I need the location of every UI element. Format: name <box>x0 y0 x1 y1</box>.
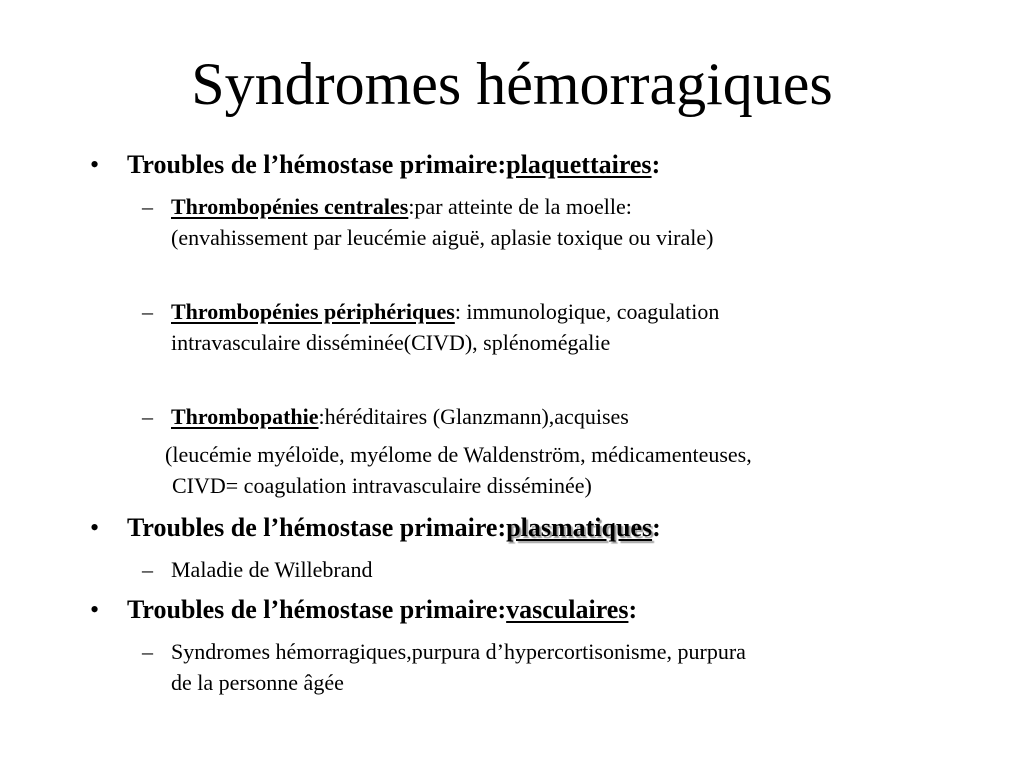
bullet-suffix: : <box>652 513 661 542</box>
subitem-line2: de la personne âgée <box>171 670 344 695</box>
subitem-text <box>171 554 941 585</box>
bullet-text <box>127 513 661 543</box>
sub-marker: – <box>142 299 153 324</box>
subitem-continuation <box>165 439 955 501</box>
bullet-text <box>127 150 660 180</box>
bullet-suffix: : <box>628 595 638 624</box>
bullet-prefix: Troubles de l’hémostase primaire: <box>127 595 507 624</box>
subitem-term: Thrombopénies périphériques <box>171 299 455 324</box>
subitem-term: Thrombopathie <box>171 404 319 429</box>
bullet-marker: • <box>90 513 100 542</box>
subitem-text <box>171 296 941 358</box>
subitem-detail: :héréditaires (Glanzmann),acquises <box>318 404 629 429</box>
continuation-line1: (leucémie myéloïde, myélome de Waldenström, médicamenteuses, <box>165 442 752 467</box>
bullet-emphasis: plasmatiques <box>506 513 653 542</box>
bullet-prefix: Troubles de l’hémostase primaire: <box>127 513 507 542</box>
subitem-line2: intravasculaire disséminée(CIVD), splénomégalie <box>171 330 611 355</box>
subitem-term: Thrombopénies centrales <box>171 194 409 219</box>
subitem-detail: : immunologique, coagulation <box>454 299 720 324</box>
bullet-emphasis: vasculaires <box>506 595 629 624</box>
subitem-text <box>171 636 941 698</box>
sub-marker: – <box>142 557 153 582</box>
continuation-line2: CIVD= coagulation intravasculaire disséminée) <box>172 473 592 498</box>
slide-title: Syndromes hémorragiques <box>191 51 833 117</box>
bullet-emphasis: plaquettaires <box>506 150 652 179</box>
sub-marker: – <box>142 194 153 219</box>
bullet-marker: • <box>90 150 100 179</box>
subitem-line2: (envahissement par leucémie aiguë, aplasie toxique ou virale) <box>171 225 714 250</box>
bullet-prefix: Troubles de l’hémostase primaire: <box>127 150 507 179</box>
sub-marker: – <box>142 404 153 429</box>
subitem-detail: Syndromes hémorragiques,purpura d’hypercortisonisme, purpura <box>171 639 746 664</box>
subitem-detail: Maladie de Willebrand <box>171 557 373 582</box>
subitem-detail: :par atteinte de la moelle: <box>408 194 632 219</box>
bullet-suffix: : <box>651 150 661 179</box>
subitem-text <box>171 401 941 432</box>
bullet-marker: • <box>90 595 100 624</box>
sub-marker: – <box>142 639 153 664</box>
subitem-text <box>171 191 941 253</box>
bullet-text <box>127 595 637 625</box>
